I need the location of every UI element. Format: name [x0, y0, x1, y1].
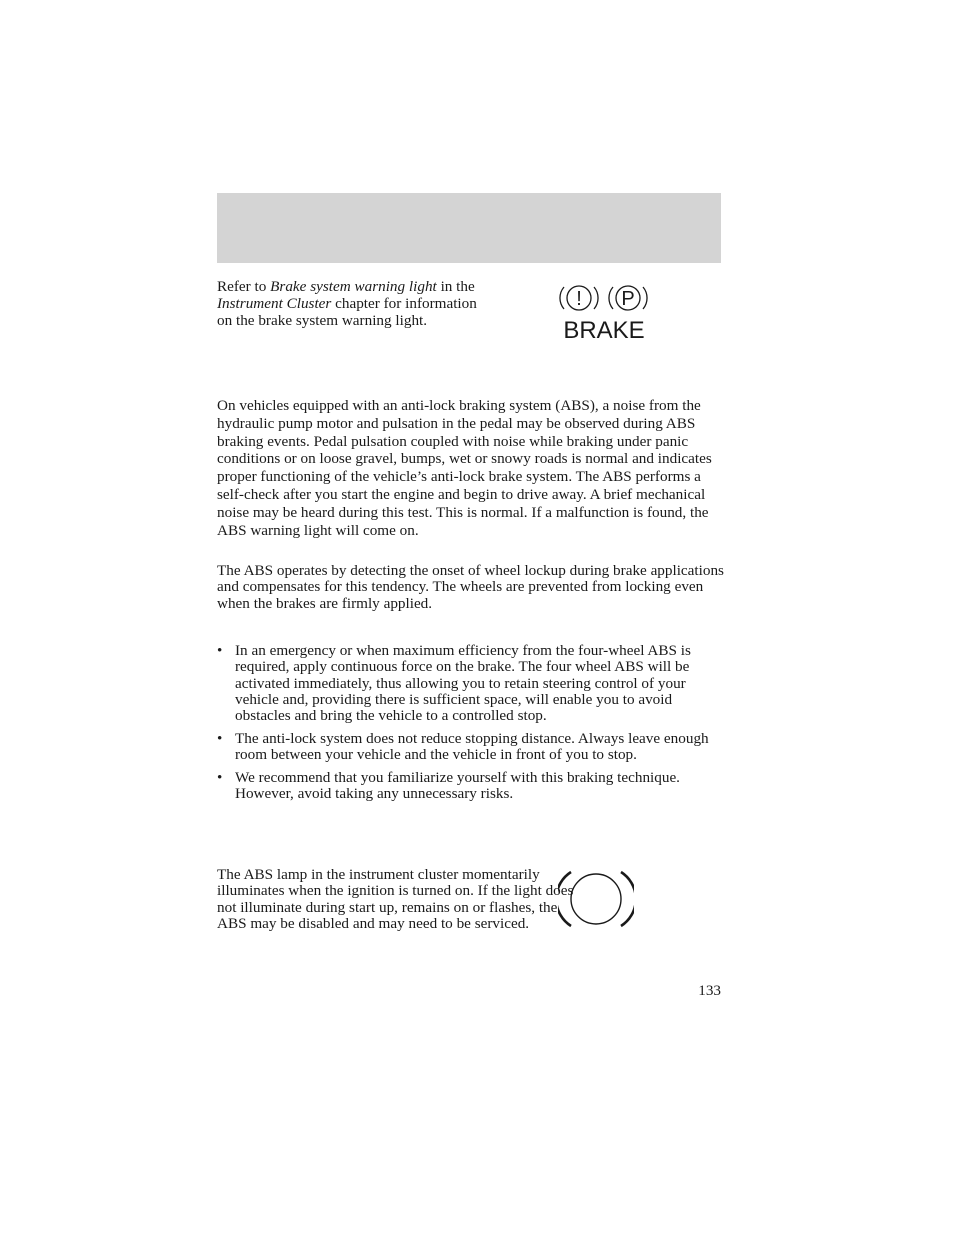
bullet-dot: •	[217, 642, 223, 659]
list-item-text: The anti-lock system does not reduce stopping distance. Always leave enough room between your vehicle and the vehicle in front of you to stop.	[235, 729, 709, 764]
brake-warning-reference	[217, 278, 487, 329]
abs-description-paragraph: On vehicles equipped with an anti-lock braking system (ABS), a noise from the hydraulic pump motor and pulsation in the pedal may be observed during ABS braking events. Pedal pulsation coupled with noise while braking under panic conditions or on loose gravel, bumps, wet or snowy roads is normal and indicates proper functioning of the vehicle’s anti-lock brake system. The ABS performs a self-check after you start the engine and begin to drive away. A brief mechanical noise may be heard during this test. This is normal. If a malfunction is found, the ABS warning light will come on.	[217, 397, 712, 539]
refer-text-after: chapter for information on the brake system warning light.	[217, 295, 477, 329]
instrument-cluster-ref: Instrument Cluster	[217, 295, 332, 312]
list-item-text: We recommend that you familiarize yourself with this braking technique. However, avoid taking any unnecessary risks.	[235, 769, 680, 803]
bullet-dot: •	[217, 769, 223, 787]
abs-warning-icon	[558, 868, 634, 930]
brake-icon-exclamation: !	[576, 288, 582, 310]
abs-usage-list	[217, 643, 727, 809]
brake-icon-p: P	[621, 288, 635, 310]
brake-icon-label: BRAKE	[563, 317, 645, 341]
list-item	[217, 643, 727, 724]
list-item-text: In an emergency or when maximum efficiency from the four-wheel ABS is required, apply continuous force on the brake. The four wheel ABS will be activated immediately, thus allowing you to retain steering control of your vehicle and, providing there is sufficient space, will enable you to avoid obstacles and bring the vehicle to a controlled stop.	[235, 642, 691, 725]
page-number: 133	[698, 982, 721, 999]
refer-text-before: Refer to	[217, 278, 271, 295]
brake-warning-icon	[556, 279, 656, 341]
refer-text-middle: in the	[436, 278, 475, 295]
list-item	[217, 731, 727, 764]
brake-system-warning-light-ref: Brake system warning light	[270, 278, 437, 295]
abs-lamp-paragraph	[217, 867, 577, 933]
bullet-dot: •	[217, 729, 223, 747]
abs-lamp-text: The ABS lamp in the instrument cluster momentarily illuminates when the ignition is turned on. If the light does not illuminate during start up, remains on or flashes, the ABS may be disabled and may need to be serviced.	[217, 866, 574, 933]
abs-operation-paragraph: The ABS operates by detecting the onset of wheel lockup during brake applications and compensates for this tendency. The wheels are prevented from locking even when the brakes are firmly applied.	[217, 562, 724, 612]
section-header-band	[217, 193, 721, 263]
list-item	[217, 770, 727, 803]
